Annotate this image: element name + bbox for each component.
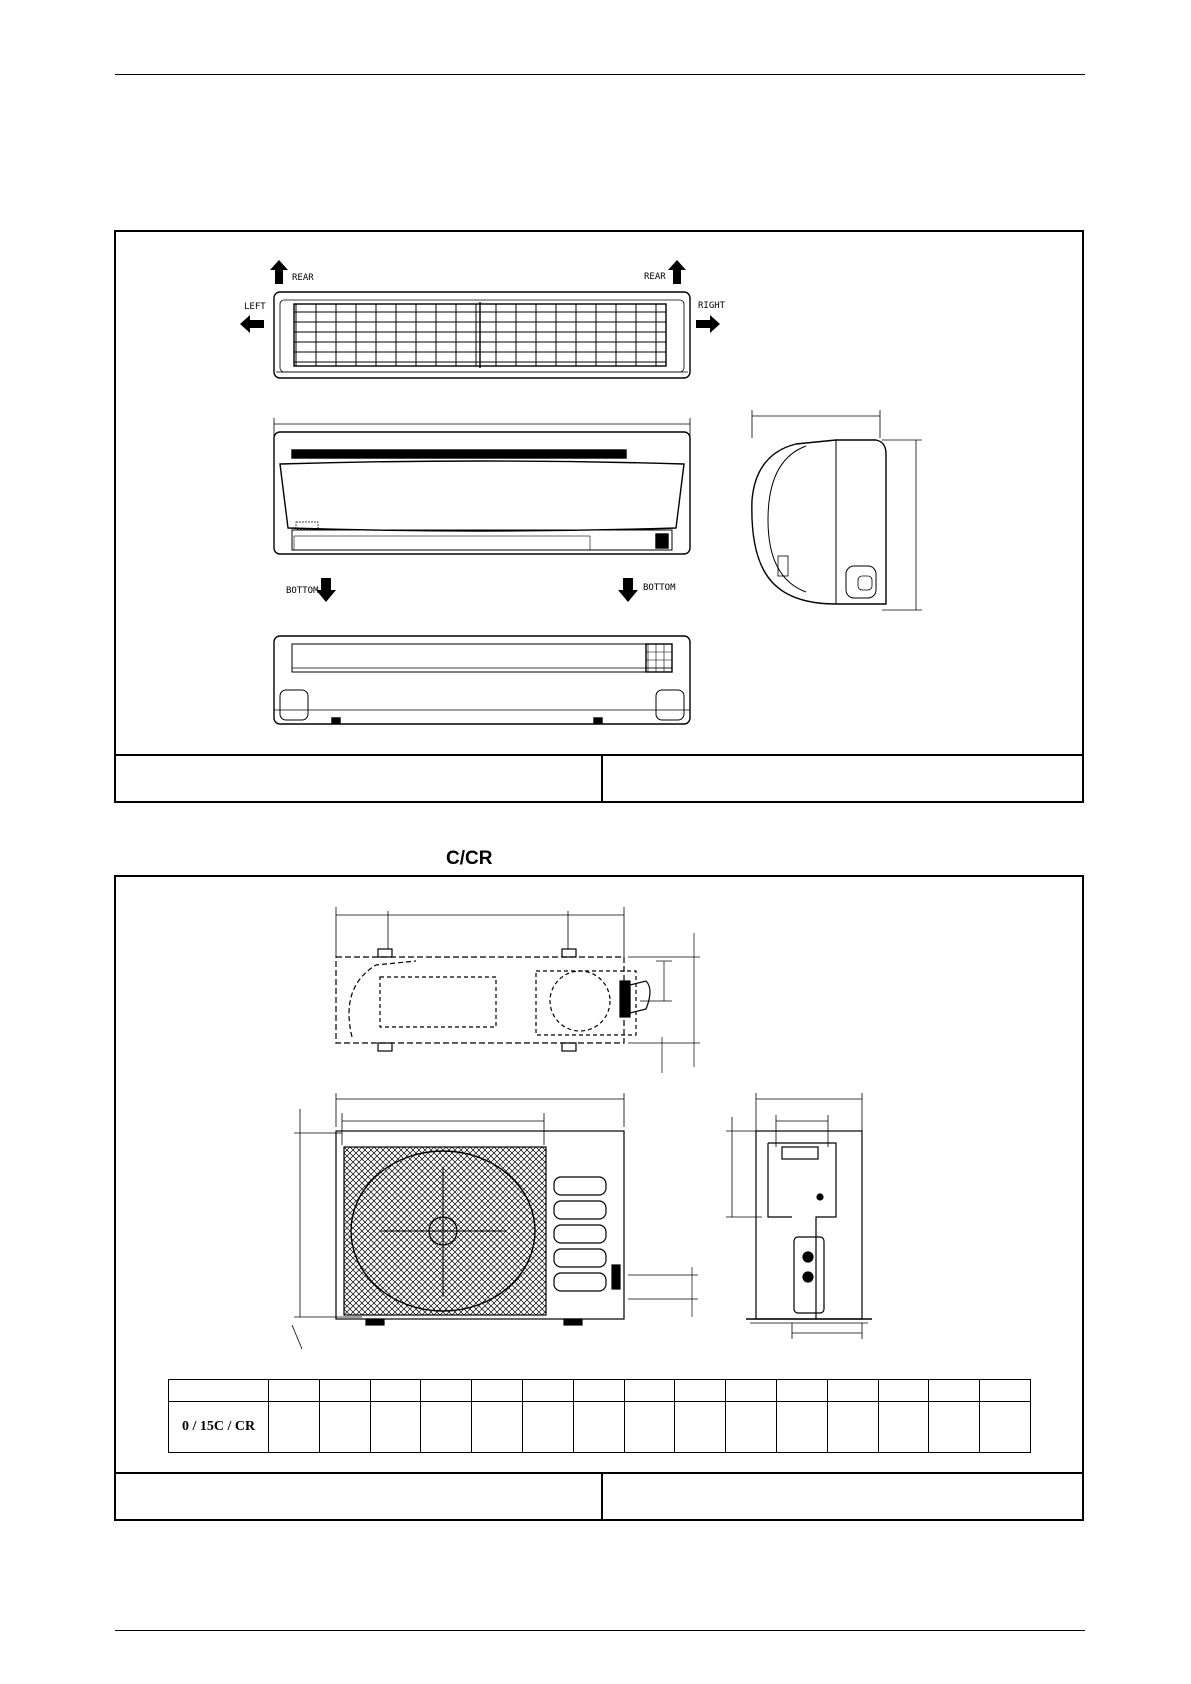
table-row	[169, 1402, 1031, 1453]
table-cell	[573, 1402, 624, 1453]
dimension-table	[168, 1379, 1031, 1453]
indoor-unit-figure	[114, 230, 1084, 803]
label-bottom-left: BOTTOM	[286, 586, 319, 596]
outdoor-section-title: C/CR	[446, 848, 493, 869]
outdoor-footer-row	[116, 1472, 1082, 1519]
table-cell	[878, 1380, 929, 1402]
table-cell	[827, 1380, 878, 1402]
table-cell	[776, 1402, 827, 1453]
table-cell	[929, 1402, 980, 1453]
table-cell	[421, 1380, 472, 1402]
arrow-rear-left	[270, 260, 288, 284]
arrow-bottom-left	[316, 578, 336, 602]
table-cell	[522, 1402, 573, 1453]
table-cell	[522, 1380, 573, 1402]
arrow-rear-right	[668, 260, 686, 284]
outdoor-unit-drawing	[116, 877, 1082, 1357]
table-cell	[269, 1402, 320, 1453]
table-cell	[827, 1402, 878, 1453]
table-cell	[980, 1402, 1031, 1453]
top-view	[274, 292, 690, 378]
bottom-view	[274, 636, 690, 724]
label-rear-left: REAR	[292, 273, 314, 283]
table-cell	[269, 1380, 320, 1402]
table-cell	[980, 1380, 1031, 1402]
arrow-bottom-right	[618, 578, 638, 602]
table-cell	[878, 1402, 929, 1453]
table-cell	[319, 1402, 370, 1453]
table-cell	[319, 1380, 370, 1402]
side-view	[752, 410, 922, 610]
table-cell	[421, 1402, 472, 1453]
header-rule	[115, 74, 1085, 75]
footer-rule	[115, 1630, 1085, 1631]
table-header-row	[169, 1380, 1031, 1402]
table-cell	[675, 1380, 726, 1402]
table-cell	[776, 1380, 827, 1402]
table-cell	[929, 1380, 980, 1402]
table-cell	[726, 1380, 777, 1402]
table-cell	[573, 1380, 624, 1402]
table-cell	[472, 1402, 523, 1453]
outdoor-top-view	[336, 907, 700, 1073]
arrow-right	[696, 315, 720, 333]
outdoor-side-view	[726, 1093, 872, 1339]
label-right: RIGHT	[698, 301, 726, 311]
indoor-footer-row	[116, 754, 1082, 801]
indoor-unit-drawing	[116, 232, 1082, 756]
table-cell	[370, 1380, 421, 1402]
table-cell	[472, 1380, 523, 1402]
model-label-cell: 0 / 15C / CR	[169, 1402, 269, 1453]
table-cell	[726, 1402, 777, 1453]
table-cell	[370, 1402, 421, 1453]
outdoor-footer-divider	[601, 1474, 603, 1519]
arrow-left	[240, 315, 264, 333]
table-cell	[624, 1380, 675, 1402]
table-cell	[675, 1402, 726, 1453]
indoor-footer-divider	[601, 756, 603, 801]
label-left: LEFT	[244, 302, 266, 312]
table-cell	[169, 1380, 269, 1402]
outdoor-front-view	[292, 1093, 698, 1349]
front-view	[274, 418, 690, 554]
table-cell	[624, 1402, 675, 1453]
label-rear-right: REAR	[644, 272, 666, 282]
outdoor-unit-figure	[114, 875, 1084, 1521]
label-bottom-right: BOTTOM	[643, 583, 676, 593]
